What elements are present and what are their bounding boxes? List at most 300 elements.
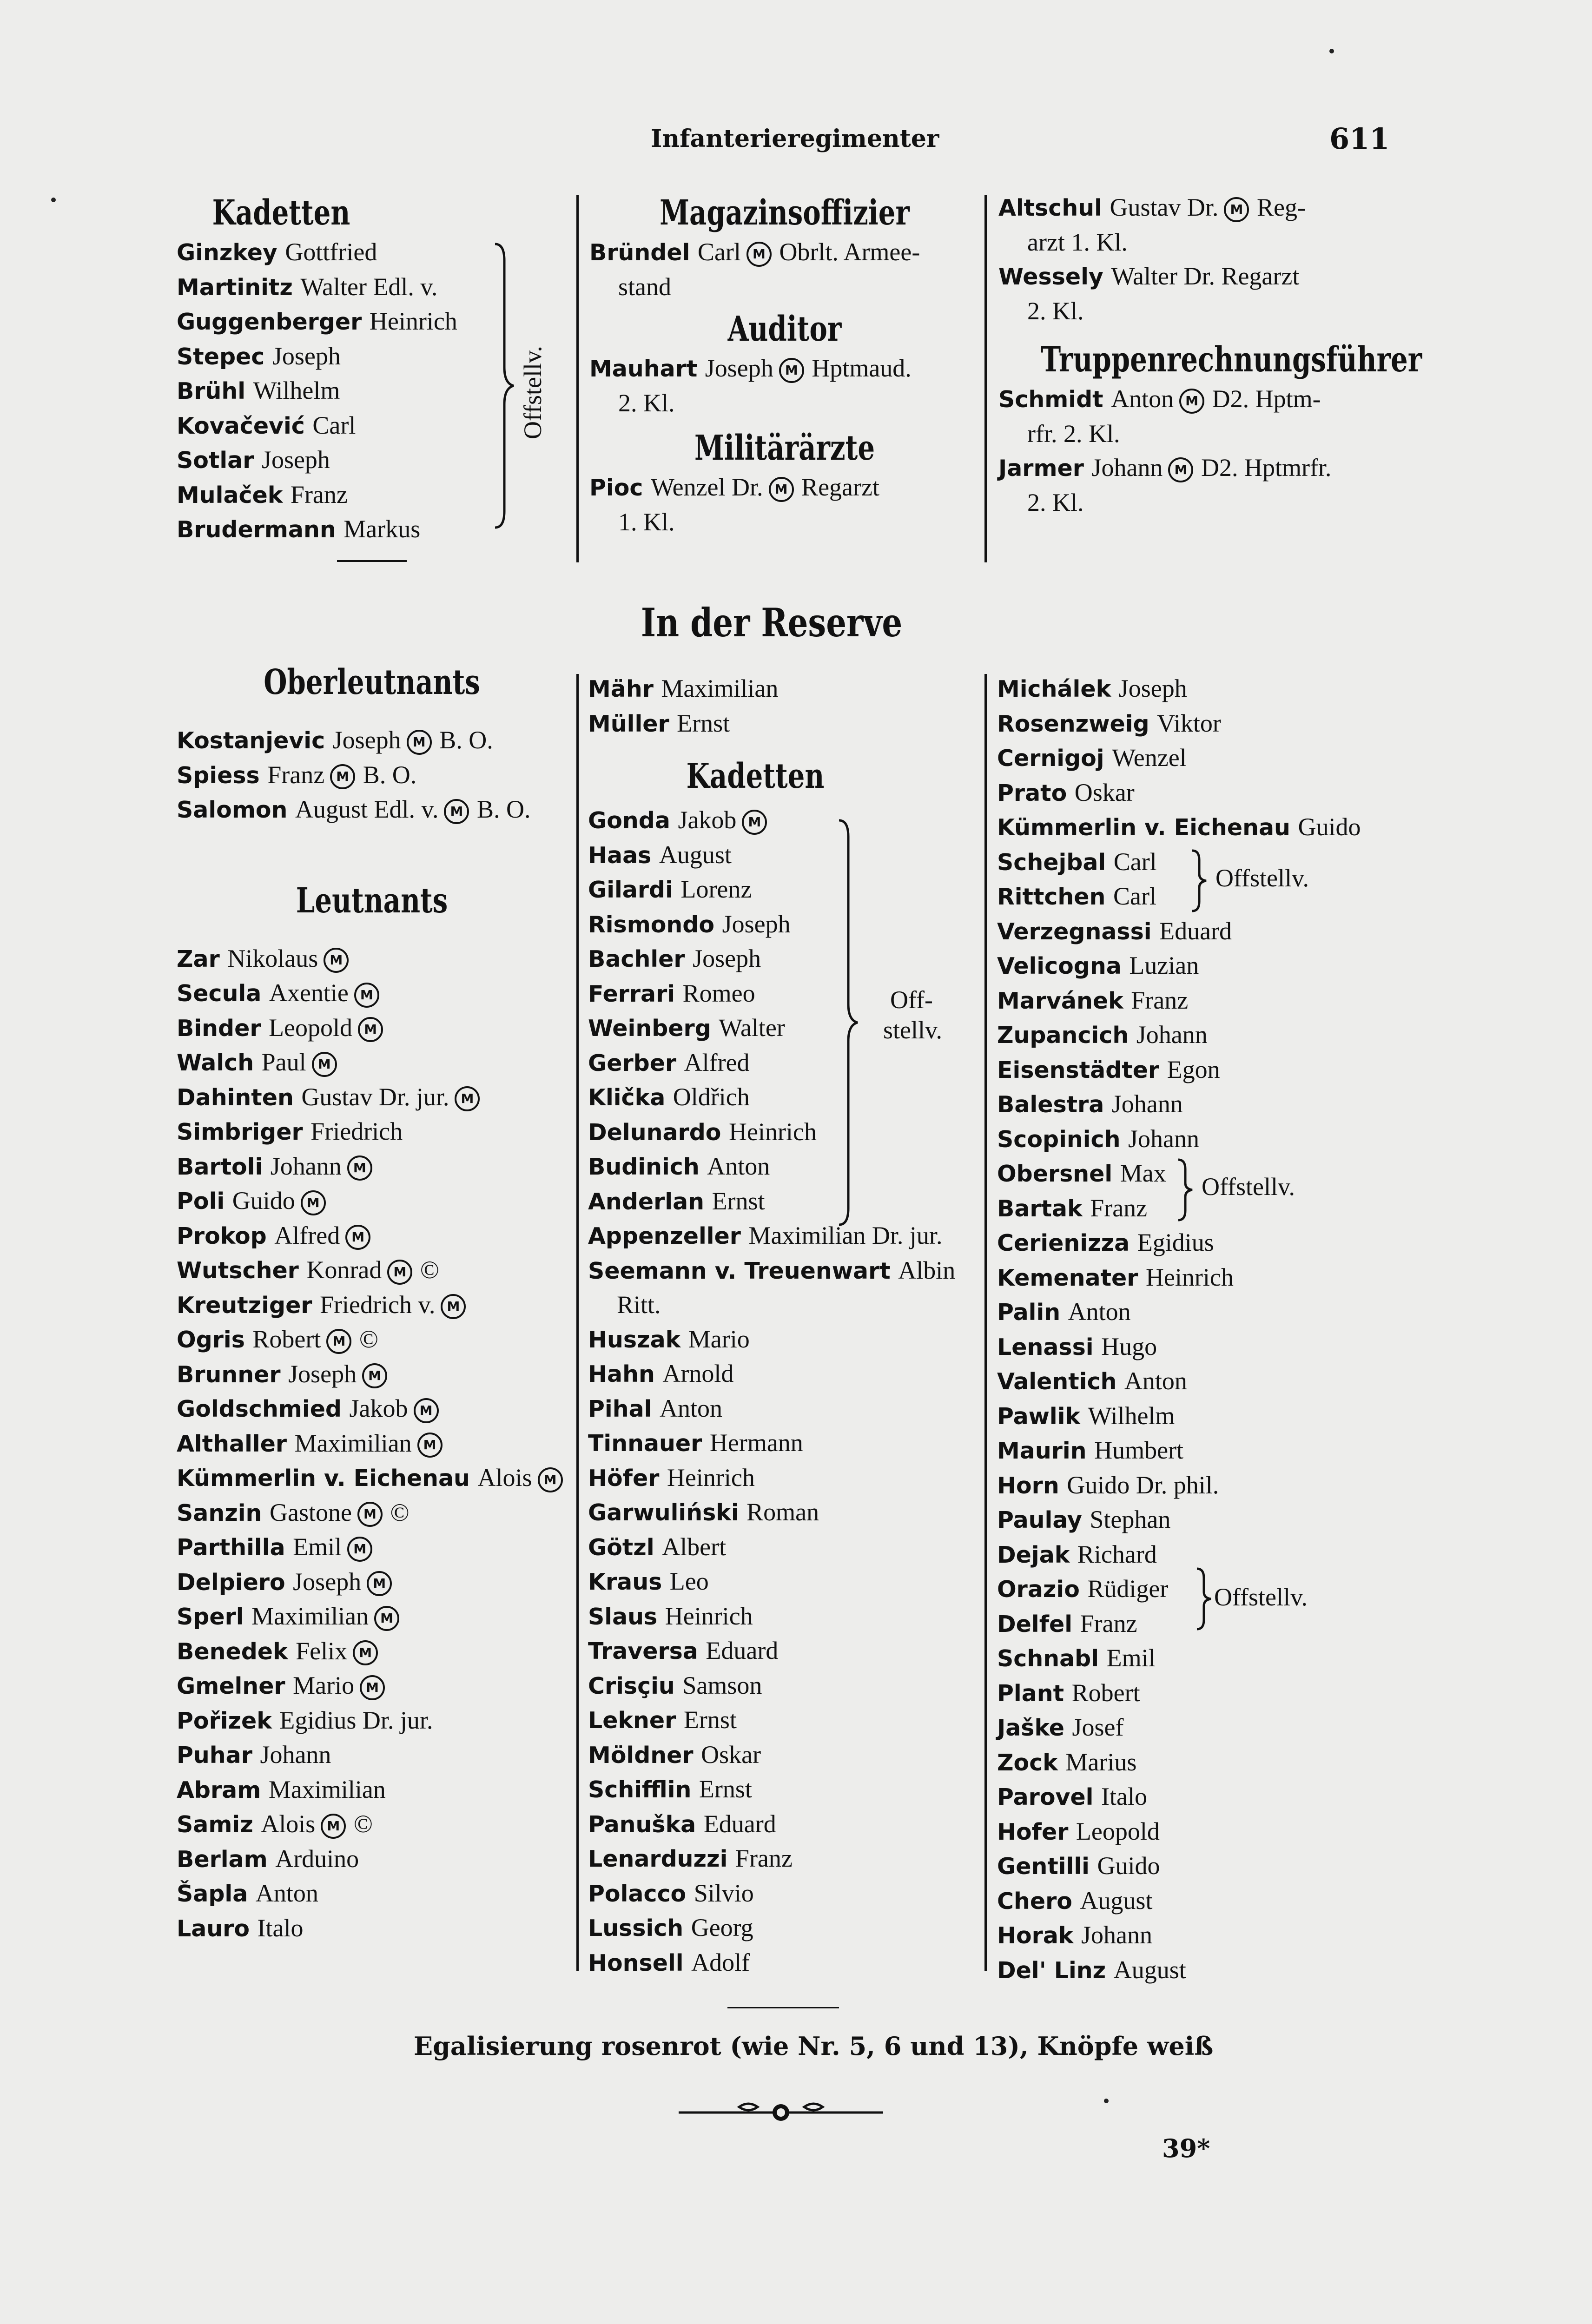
- entry-given-name: Ernst: [712, 1187, 765, 1215]
- entry-name: Mulaček: [177, 482, 283, 508]
- entry-name: Martinitz: [177, 274, 293, 301]
- list-item: [588, 803, 983, 838]
- entry-given-name: Joseph: [722, 910, 791, 938]
- entry-given-name: August: [1113, 1955, 1186, 1984]
- entry-given-name: Silvio: [694, 1879, 754, 1907]
- entry-name: Valentich: [997, 1368, 1117, 1395]
- entry-given-name: Joseph: [293, 1567, 362, 1596]
- entry-given-name: Luzian: [1129, 951, 1199, 979]
- entry-name: Verzegnassi: [997, 918, 1152, 945]
- entry-given-name: Emil: [1106, 1644, 1156, 1672]
- entry-given-name: Emil: [293, 1533, 342, 1561]
- entry-name: Balestra: [997, 1091, 1104, 1118]
- list-item: [588, 1842, 983, 1876]
- entry-name: Salomon: [177, 797, 288, 823]
- offstellv-label-1: Offstellv.: [1215, 864, 1309, 892]
- list-item: [177, 1253, 581, 1288]
- entry-given-name: Jakob: [349, 1394, 408, 1422]
- list-item: [588, 907, 983, 942]
- entry-name: Bründel: [589, 239, 690, 266]
- bottom-divider-1: [576, 674, 579, 1971]
- entry-name: Mähr: [588, 676, 654, 702]
- list-item: [177, 942, 581, 977]
- m-badge-icon: M: [301, 1190, 326, 1215]
- entry-suffix: ©: [420, 1256, 439, 1284]
- entry-name: Gentilli: [997, 1853, 1090, 1880]
- list-item: [997, 1503, 1415, 1538]
- entry-given-name: Joseph: [261, 446, 330, 474]
- list-item: [177, 1911, 581, 1946]
- list-item: [997, 810, 1415, 845]
- entry-name: Goldschmied: [177, 1396, 342, 1422]
- entry-given-name: Maximilian: [268, 1775, 386, 1803]
- entry-given-name: Leopold: [1076, 1817, 1160, 1845]
- col2-bottom: Mähr Maximilian Müller Ernst Kadetten Gonda Jakob M Haas August Gilardi Lorenz Rismondo Joseph Bachler Joseph Ferrari Romeo Weinberg Walter Gerber Alfred Klička Oldřich Delunardo Heinrich Budinich Anton Anderlan Ernst Appenzeller Maximilian Dr. jur. Seemann v. Treuenwart Albin Ritt. Huszak Mario Hahn Arnold Pihal Anton Tinnauer Hermann Höfer Heinrich Garwuliński Roman Götzl Albert Kraus Leo Slaus Heinrich Traversa Eduard Crisçiu Samson Lekner Ernst Möldner Oskar Schifflin Ernst Panuška Eduard Lenarduzzi Franz Polacco Silvio Lussich Georg Honsell Adolf: [588, 672, 983, 1980]
- entry-name: Plant: [997, 1680, 1064, 1707]
- entry-given-name: Markus: [344, 515, 421, 543]
- list-item: [997, 1018, 1415, 1053]
- list-item: [997, 1641, 1415, 1676]
- m-badge-icon: M: [441, 1294, 466, 1319]
- entry-given-name: Anton: [707, 1152, 770, 1180]
- entry-name: Ginzkey: [177, 239, 277, 266]
- offstellv-brace-3: [1195, 1566, 1213, 1631]
- entry-name: Pihal: [588, 1395, 652, 1422]
- entry-given-name: Johann: [1111, 1090, 1183, 1118]
- kadetten-brace-label: Offstellv.: [519, 346, 547, 439]
- entry-name: Del' Linz: [997, 1957, 1106, 1984]
- leutnants-list: [177, 942, 581, 1946]
- entry-given-name: Maximilian: [661, 674, 779, 702]
- leutnants-heading: Leutnants: [296, 880, 448, 921]
- list-item: [588, 942, 983, 977]
- list-item: [177, 1322, 581, 1357]
- entry-given-name: Felix: [296, 1637, 348, 1665]
- list-item: [997, 984, 1415, 1018]
- entry-given-name: Walter Edl. v.: [300, 272, 438, 301]
- list-item: [588, 1634, 983, 1669]
- entry-given-name: Hugo: [1101, 1332, 1157, 1360]
- entry-given-name: Alois: [477, 1464, 532, 1492]
- entry-name: Wessely: [998, 264, 1103, 290]
- list-item: [177, 1565, 581, 1600]
- list-item: [997, 1122, 1415, 1157]
- entry-given-name: Axentie: [269, 979, 349, 1007]
- list-item: [997, 1330, 1415, 1365]
- entry-name: Lussich: [588, 1915, 684, 1941]
- entry-name: Kostanjevic: [177, 727, 325, 754]
- entry-given-name: Anton: [1068, 1298, 1131, 1326]
- entry-name: Horn: [997, 1472, 1059, 1499]
- list-item: [997, 1884, 1415, 1919]
- entry-given-name: Johann: [1128, 1124, 1199, 1153]
- list-item: [588, 1772, 983, 1807]
- entry-given-name: Joseph: [693, 944, 761, 972]
- list-item: [177, 1392, 581, 1426]
- kadetten-brace: [490, 242, 518, 530]
- entry-name: Delfel: [997, 1611, 1073, 1637]
- m-badge-icon: M: [742, 810, 767, 835]
- list-item: [588, 1946, 983, 1981]
- entry-name: Parthilla: [177, 1534, 285, 1561]
- entry-given-name: Franz: [1131, 986, 1189, 1014]
- entry-name: Bartoli: [177, 1153, 263, 1180]
- list-item: [177, 1634, 581, 1669]
- entry-given-name: Lorenz: [680, 875, 752, 903]
- m-badge-icon: M: [360, 1675, 385, 1700]
- list-item: [997, 706, 1415, 741]
- entry-name: Abram: [177, 1776, 261, 1803]
- entry-name: Bachler: [588, 946, 685, 972]
- entry-given-name: Alfred: [684, 1048, 750, 1076]
- entry-name: Brudermann: [177, 516, 336, 543]
- entry-given-name: August: [1080, 1886, 1153, 1915]
- magazinsoffizier-heading: Magazinsoffizier: [660, 193, 910, 233]
- list-item: [177, 1599, 581, 1634]
- list-item: [177, 1426, 581, 1461]
- entry-name: Zupancich: [997, 1022, 1129, 1049]
- entry-given-name: Guido: [1298, 813, 1361, 841]
- entry-given-name: Eduard: [1159, 917, 1232, 945]
- list-item: [588, 1669, 983, 1703]
- entry-name: Delpiero: [177, 1569, 285, 1596]
- entry-given-name: Heinrich: [1145, 1263, 1234, 1291]
- entry-given-name: Jakob: [678, 806, 737, 834]
- entry-given-name: Wenzel: [1112, 744, 1187, 772]
- entry-name: Palin: [997, 1299, 1061, 1326]
- speck: [1329, 49, 1334, 53]
- offstellv-brace-2: [1176, 1157, 1195, 1222]
- entry-given-name: Joseph: [332, 726, 401, 754]
- entry-name: Lenassi: [997, 1334, 1094, 1360]
- entry-given-name: Carl: [1113, 847, 1157, 876]
- entry-given-name: Oskar: [1074, 778, 1135, 806]
- entry-name: Maurin: [997, 1438, 1087, 1464]
- entry-suffix: B. O.: [476, 795, 531, 823]
- list-item: [177, 1807, 581, 1842]
- entry-name: Sotlar: [177, 447, 254, 474]
- entry-name: Brunner: [177, 1361, 281, 1388]
- m-badge-icon: M: [746, 242, 772, 267]
- entry-name: Zock: [997, 1749, 1058, 1776]
- list-item: [588, 1357, 983, 1392]
- m-badge-icon: M: [347, 1537, 372, 1562]
- list-item: [177, 1357, 581, 1392]
- entry-given-name: Oskar: [701, 1740, 761, 1769]
- entry-name: Garwuliński: [588, 1499, 739, 1526]
- entry-name: Poli: [177, 1188, 225, 1215]
- entry-given-name: Egidius Dr. jur.: [279, 1706, 433, 1734]
- entry-given-name: Egon: [1167, 1055, 1220, 1083]
- m-badge-icon: M: [538, 1467, 563, 1492]
- m-badge-icon: M: [1224, 197, 1249, 222]
- list-item: [588, 1807, 983, 1842]
- entry-name: Simbriger: [177, 1119, 303, 1145]
- list-item: [177, 1288, 581, 1323]
- entry-name: Rismondo: [588, 911, 715, 938]
- list-item: [177, 1842, 581, 1877]
- entry-given-name: Richard: [1077, 1540, 1157, 1568]
- page-number: 611: [1329, 122, 1390, 156]
- entry-name: Hahn: [588, 1361, 655, 1387]
- entry-name: Cernigoj: [997, 745, 1104, 772]
- reserve-heading: In der Reserve: [641, 600, 903, 646]
- m-badge-icon: M: [362, 1363, 387, 1388]
- entry-given-name: Heinrich: [665, 1602, 753, 1630]
- entry-given-name: Ernst: [677, 709, 730, 737]
- list-item: [588, 1046, 983, 1081]
- list-item: [177, 1496, 581, 1531]
- entry-name: Crisçiu: [588, 1672, 675, 1699]
- reserve-kadetten-brace-label-1: Off-: [890, 986, 933, 1014]
- entry-suffix: ©: [359, 1325, 378, 1353]
- m-badge-icon: M: [321, 1814, 346, 1839]
- entry-given-name: Ernst: [683, 1706, 737, 1734]
- list-item: [997, 672, 1415, 706]
- entry-given-name: Maximilian: [294, 1429, 412, 1457]
- entry-name: Höfer: [588, 1465, 660, 1492]
- entry-name: Delunardo: [588, 1119, 721, 1146]
- entry-name: Mauhart: [589, 356, 698, 382]
- entry-name: Ogris: [177, 1327, 245, 1353]
- entry-name: Chero: [997, 1888, 1072, 1915]
- entry-given-name: Roman: [746, 1498, 819, 1526]
- entry-name: Honsell: [588, 1949, 684, 1976]
- list-item: [177, 1669, 581, 1703]
- entry-name: Pioc: [589, 475, 643, 501]
- entry-given-name: Friedrich v.: [320, 1290, 436, 1319]
- list-item: [588, 838, 983, 873]
- entry-given-name: Alois: [261, 1810, 316, 1838]
- list-item: [997, 776, 1415, 811]
- entry-name: Müller: [588, 710, 669, 737]
- entry-name: Benedek: [177, 1638, 288, 1665]
- entry-name: Huszak: [588, 1326, 681, 1353]
- list-item: [997, 1745, 1415, 1780]
- m-badge-icon: M: [345, 1225, 370, 1250]
- list-item: [588, 1149, 983, 1184]
- list-item: [588, 1599, 983, 1634]
- entry-given-name: Walter: [719, 1014, 785, 1042]
- entry-name: Šapla: [177, 1881, 248, 1907]
- footer-short-rule: [727, 2007, 839, 2008]
- entry-given-name: Gastone: [269, 1498, 352, 1526]
- entry-name: Michálek: [997, 676, 1111, 702]
- m-badge-icon: M: [1179, 389, 1204, 414]
- entry-given-name: Arduino: [275, 1844, 359, 1873]
- list-item: [588, 872, 983, 907]
- entry-given-name: Anton: [1124, 1367, 1187, 1395]
- entry-given-name: Johann: [270, 1152, 342, 1180]
- reserve-kadetten-brace-label-2: stellv.: [883, 1016, 942, 1044]
- entry-given-name: Marius: [1065, 1748, 1137, 1776]
- entry-given-name: Johann: [1081, 1921, 1153, 1949]
- list-item: [177, 1011, 581, 1046]
- entry-name: Kümmerlin v. Eichenau: [997, 814, 1290, 841]
- entry-given-name: Robert: [1071, 1678, 1140, 1707]
- m-badge-icon: M: [367, 1571, 392, 1596]
- entry-given-name: Paul: [261, 1048, 306, 1076]
- entry-name: Gonda: [588, 807, 670, 834]
- list-item: [588, 1703, 983, 1738]
- entry-given-name: Ernst: [699, 1775, 752, 1803]
- list-item: [588, 1461, 983, 1496]
- entry-given-name: Eduard: [703, 1809, 776, 1838]
- entry-name: Seculа: [177, 980, 262, 1007]
- short-rule: [337, 560, 407, 562]
- entry-given-name: Anton: [255, 1879, 318, 1907]
- entry-given-name: Eduard: [706, 1637, 779, 1664]
- ornament-rule: [679, 2099, 883, 2126]
- m-badge-icon: M: [417, 1433, 443, 1458]
- entry-given-name: Heinrich: [667, 1463, 755, 1492]
- list-item: [177, 1184, 581, 1219]
- list-item: [177, 1530, 581, 1565]
- entry-name: Velicogna: [997, 953, 1122, 979]
- entry-given-name: Alfred: [274, 1221, 340, 1249]
- entry-name: Kraus: [588, 1569, 662, 1595]
- oberleutnants-heading: Oberleutnants: [264, 662, 480, 702]
- list-item: [588, 1184, 983, 1219]
- entry-given-name: August: [659, 840, 732, 869]
- list-item: [997, 1710, 1415, 1745]
- list-item: [997, 1780, 1415, 1815]
- entry-given-name: Gottfried: [285, 238, 377, 266]
- list-item: [588, 1426, 983, 1461]
- list-item: [177, 1219, 581, 1254]
- list-item: [588, 1876, 983, 1911]
- m-badge-icon: M: [330, 764, 355, 789]
- egalisierung-note: Egalisierung rosenrot (wie Nr. 5, 6 und 13), Knöpfe weiß: [414, 2031, 1214, 2061]
- truppenrechnungsfuehrer-heading: Truppenrechnungsführer: [1041, 340, 1422, 380]
- list-item: [588, 1911, 983, 1946]
- entry-name: Dejak: [997, 1541, 1070, 1568]
- entry-given-name: Heinrich: [369, 307, 457, 335]
- signature-mark: 39*: [1162, 2133, 1210, 2163]
- entry-suffix: B. O.: [363, 760, 417, 789]
- entry-name: Möldner: [588, 1742, 694, 1769]
- entry-given-name: Humbert: [1094, 1436, 1184, 1464]
- entry-given-name: Mario: [293, 1671, 355, 1699]
- list-item: [588, 1565, 983, 1599]
- entry-name: Spiess: [177, 762, 260, 789]
- entry-name: Weinberg: [588, 1015, 711, 1042]
- entry-name: Kümmerlin v. Eichenau: [177, 1465, 470, 1492]
- entry-name: Budinich: [588, 1154, 700, 1180]
- running-title: Infanterieregimenter: [651, 125, 939, 153]
- col1-bottom: [177, 660, 581, 1946]
- entry-name: Panuška: [588, 1811, 696, 1838]
- entry-name: Puhar: [177, 1742, 252, 1769]
- entry-name: Schejbal: [997, 849, 1106, 876]
- entry-name: Althaller: [177, 1430, 287, 1457]
- entry-name: Lenarduzzi: [588, 1846, 728, 1872]
- entry-name: Jarmer: [998, 455, 1084, 482]
- entry-given-name: August Edl. v.: [295, 795, 439, 823]
- entry-given-name: Joseph: [288, 1360, 357, 1388]
- entry-name: Parovel: [997, 1784, 1094, 1810]
- list-item: [177, 1115, 581, 1149]
- entry-name: Kemenater: [997, 1264, 1138, 1291]
- entry-name: Rosenzweig: [997, 710, 1149, 737]
- entry-suffix: ©: [353, 1810, 373, 1838]
- entry-given-name: Stephan: [1090, 1505, 1171, 1533]
- entry-suffix: B. O.: [439, 726, 493, 754]
- list-item: [997, 949, 1415, 984]
- entry-given-name: Samson: [682, 1671, 762, 1699]
- entry-name: Cerienizza: [997, 1230, 1130, 1256]
- m-badge-icon: M: [769, 477, 794, 502]
- list-item: [588, 1392, 983, 1426]
- entry-name: Ferrari: [588, 980, 675, 1007]
- reserve-kadetten-heading: Kadetten: [686, 756, 825, 796]
- entry-name: Pořizek: [177, 1707, 272, 1734]
- entry-name: Gerber: [588, 1050, 677, 1076]
- m-badge-icon: M: [387, 1260, 412, 1285]
- entry-name: Rittchen: [997, 884, 1106, 910]
- entry-name: Altschul: [998, 195, 1102, 221]
- entry-name: Haas: [588, 842, 652, 869]
- list-item: [997, 1053, 1415, 1088]
- list-item: [177, 1738, 581, 1773]
- list-item: [177, 1876, 581, 1911]
- entry-name: Obersnel: [997, 1161, 1113, 1187]
- entry-given-name: Italo: [257, 1914, 304, 1942]
- entry-name: Orazio: [997, 1576, 1080, 1603]
- offstellv-label-3: Offstellv.: [1214, 1583, 1308, 1611]
- entry-given-name: Heinrich: [728, 1117, 817, 1146]
- list-item: [997, 1364, 1415, 1399]
- list-item: [997, 1815, 1415, 1849]
- entry-given-name: Arnold: [662, 1360, 734, 1387]
- entry-name: Slaus: [588, 1603, 658, 1630]
- list-item: [588, 706, 983, 741]
- entry-name: Dahinten: [177, 1084, 294, 1111]
- entry-given-name: Nikolaus: [227, 944, 318, 972]
- m-badge-icon: M: [374, 1606, 399, 1631]
- entry-given-name: Hermann: [709, 1429, 803, 1457]
- entry-given-name: Konrad: [306, 1256, 382, 1284]
- entry-given-name: Mario: [688, 1325, 750, 1353]
- entry-name: Binder: [177, 1015, 261, 1042]
- list-item: [997, 741, 1415, 776]
- entry-given-name: Franz: [290, 480, 348, 508]
- entry-name: Paulay: [997, 1507, 1082, 1533]
- m-badge-icon: M: [326, 1329, 351, 1354]
- entry-name: Walch: [177, 1050, 254, 1076]
- m-badge-icon: M: [1168, 457, 1193, 482]
- m-badge-icon: M: [357, 1502, 383, 1527]
- entry-name: Jaške: [997, 1715, 1064, 1741]
- entry-name: Hofer: [997, 1818, 1069, 1845]
- entry-name: Stepec: [177, 343, 265, 370]
- list-item: [588, 1530, 983, 1565]
- entry-given-name: Wilhelm: [253, 376, 340, 404]
- entry-given-name: Joseph: [272, 342, 341, 370]
- entry-given-name: Franz: [1090, 1194, 1148, 1222]
- militaeraerzte-heading: Militärärzte: [694, 428, 875, 468]
- entry-name: Kovačević: [177, 412, 305, 439]
- entry-name: Scopinich: [997, 1126, 1121, 1153]
- entry-given-name: Oldřich: [673, 1083, 750, 1111]
- m-badge-icon: M: [358, 1017, 383, 1042]
- oberleutnants-list: [177, 723, 581, 827]
- list-item: [177, 1773, 581, 1808]
- m-badge-icon: M: [455, 1086, 480, 1111]
- entry-name: Wutscher: [177, 1257, 299, 1284]
- entry-name: Schmidt: [998, 386, 1103, 413]
- m-badge-icon: M: [312, 1052, 337, 1077]
